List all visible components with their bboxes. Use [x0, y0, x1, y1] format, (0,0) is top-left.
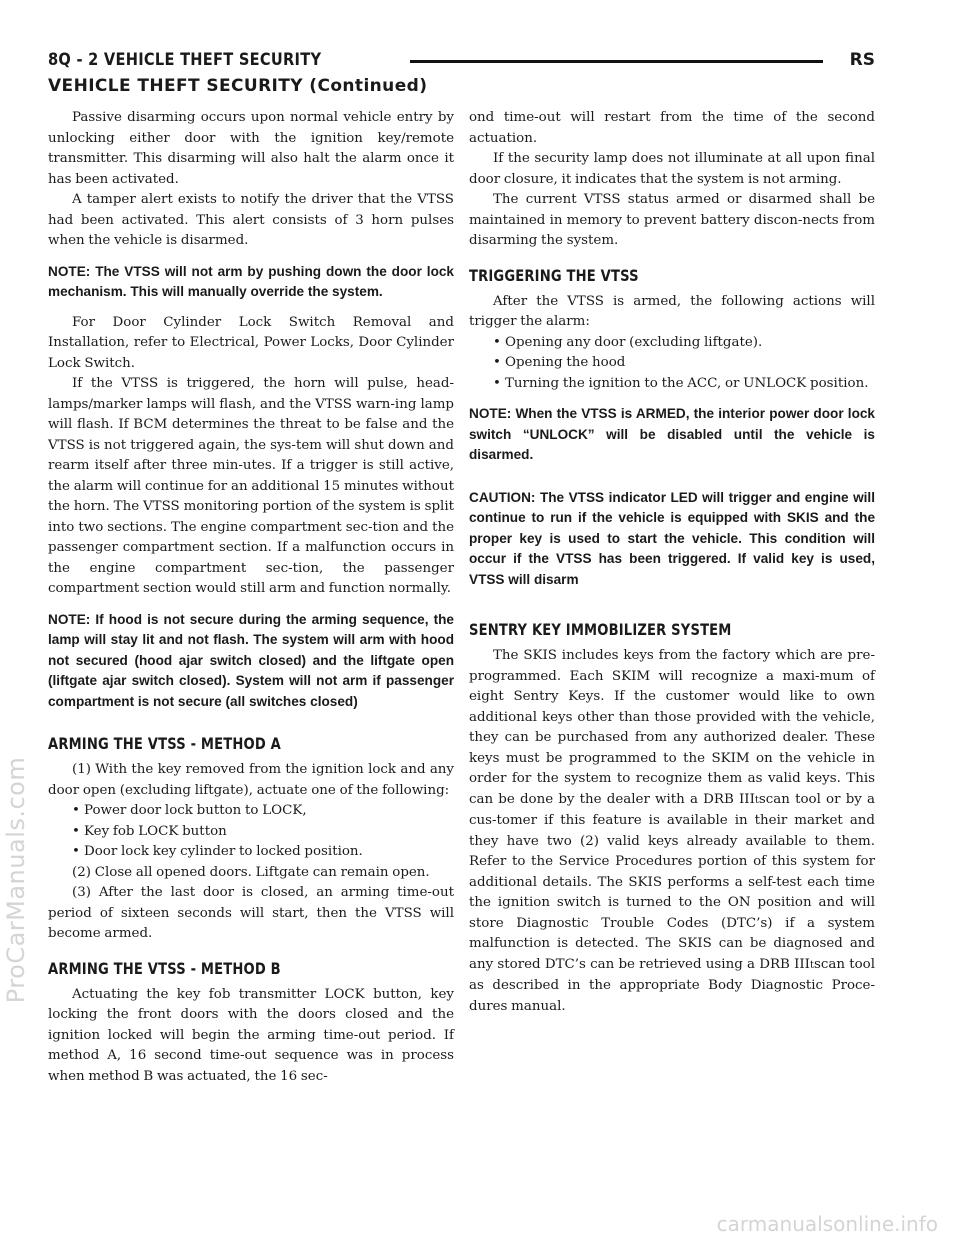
heading-method-a: ARMING THE VTSS - METHOD A	[48, 734, 281, 753]
header-model-code: RS	[849, 50, 875, 70]
heading-method-b: ARMING THE VTSS - METHOD B	[48, 958, 281, 978]
list-item: • Door lock key cylinder to locked position.	[72, 844, 363, 859]
method-a-step-3: (3) After the last door is closed, an arming time-out period of sixteen seconds will start, then the VTSS will become armed.	[48, 885, 454, 941]
list-item: • Key fob LOCK button	[72, 823, 227, 839]
trademark-mark: t	[809, 959, 814, 971]
header-rule	[410, 60, 823, 63]
method-b-paragraph: Actuating the key fob transmitter LOCK button, key locking the front doors with the doors closed and the ignition locked will begin the arming time-out period. If method A, 16 second time-out sequence was in process when method B was actuated, the 16 sec-	[48, 986, 454, 1084]
note-door-lock: NOTE: The VTSS will not arm by pushing down the door lock mechanism. This will manually override the system.	[48, 263, 454, 299]
caution-led: CAUTION: The VTSS indicator LED will trigger and engine will continue to run if the vehicle is equipped with SKIS and the proper key is used to start the vehicle. This condition will occur if the VTSS has been triggered. If valid key is used, VTSS will disarm	[469, 489, 875, 587]
page-header	[48, 50, 875, 74]
list-item: • Opening the hood	[493, 355, 626, 370]
list-item: • Power door lock button to LOCK,	[72, 803, 307, 818]
triggered-paragraph: If the VTSS is triggered, the horn will pulse, head-lamps/marker lamps will flash, and the VTSS warn-ing lamp will flash. If BCM determines the threat to be false and the VTSS is not triggered again, the sys-tem will shut down and rearm itself after three min-utes. If a trigger is still active, the alarm will continue for an additional 15 minutes without the horn. The VTSS monitoring portion of the system is split into two sections. The engine compartment sec-tion and the passenger compartment section. If a malfunction occurs in the engine compartment sec-tion, the passenger compartment section would still arm and function normally.	[48, 376, 454, 596]
tamper-alert-paragraph: A tamper alert exists to notify the driver that the VTSS had been activated. This alert consists of 3 horn pulses when the vehicle is disarmed.	[48, 192, 454, 248]
header-page-section: 8Q - 2 VEHICLE THEFT SECURITY	[48, 50, 322, 70]
method-a-step-2: (2) Close all opened doors. Liftgate can remain open.	[72, 864, 430, 880]
status-memory-paragraph: The current VTSS status armed or disarmed shall be maintained in memory to prevent battery discon-nects from disarming the system.	[469, 192, 875, 248]
door-cylinder-paragraph: For Door Cylinder Lock Switch Removal and Installation, refer to Electrical, Power Locks, Door Cylinder Lock Switch.	[48, 314, 454, 371]
note-unlock-disabled: NOTE: When the VTSS is ARMED, the interior power door lock switch “UNLOCK” will be disabled until the vehicle is disarmed.	[469, 406, 875, 462]
heading-triggering: TRIGGERING THE VTSS	[469, 265, 639, 285]
right-column	[469, 108, 875, 1017]
trademark-mark: t	[754, 794, 759, 806]
continued-title: VEHICLE THEFT SECURITY (Continued)	[48, 76, 428, 96]
triggering-intro: After the VTSS is armed, the following actions will trigger the alarm:	[469, 293, 875, 329]
method-a-step-1: (1) With the key removed from the ignition lock and any door open (excluding liftgate), actuate one of the following:	[48, 762, 454, 798]
method-b-continued: ond time-out will restart from the time of the second actuation.	[469, 110, 875, 146]
bottom-watermark: carmanualsonline.info	[716, 1212, 938, 1236]
passive-disarming-paragraph: Passive disarming occurs upon normal vehicle entry by unlocking either door with the ignition key/remote transmitter. This disarming will also halt the alarm once it has been activated.	[48, 110, 454, 187]
list-item: • Turning the ignition to the ACC, or UNLOCK position.	[493, 375, 869, 391]
trigger-bullet-list	[469, 333, 875, 395]
side-watermark: ProCarManuals.com	[2, 756, 30, 1004]
sentry-key-paragraph: The SKIS includes keys from the factory which are pre-programmed. Each SKIM will recognize a maxi-mum of eight Sentry Keys. If the customer would like to own additional keys other than those provided with the vehicle, they can be purchased from any authorized dealer. These keys must be programmed to the SKIM on the vehicle in order for the system to recognize them as valid keys. This can be done by the dealer with a DRB IIItscan tool or by a cus-tomer if this feature is available in their market and they have two (2) valid keys already available to them. Refer to the Service Procedures portion of this system for additional details. The SKIS performs a self-test each time the ignition switch is turned to the ON position and will store Diagnostic Trouble Codes (DTC’s) if a system malfunction is detected. The SKIS can be diagnosed and any stored DTC’s can be retrieved using a DRB IIItscan tool as described in the appropriate Body Diagnostic Proce-dures manual.	[469, 648, 875, 1014]
list-item: • Opening any door (excluding liftgate).	[493, 334, 763, 350]
method-a-bullet-list	[48, 801, 454, 863]
heading-sentry-key: SENTRY KEY IMMOBILIZER SYSTEM	[469, 620, 732, 639]
security-lamp-paragraph: If the security lamp does not illuminate at all upon final door closure, it indicates that the system is not arming.	[469, 151, 875, 187]
note-hood: NOTE: If hood is not secure during the arming sequence, the lamp will stay lit and not flash. The system will arm with hood not secured (hood ajar switch closed) and the liftgate open (liftgate ajar switch closed). System will not arm if passenger compartment is not secure (all switches closed)	[48, 611, 454, 709]
left-column	[48, 108, 454, 1087]
